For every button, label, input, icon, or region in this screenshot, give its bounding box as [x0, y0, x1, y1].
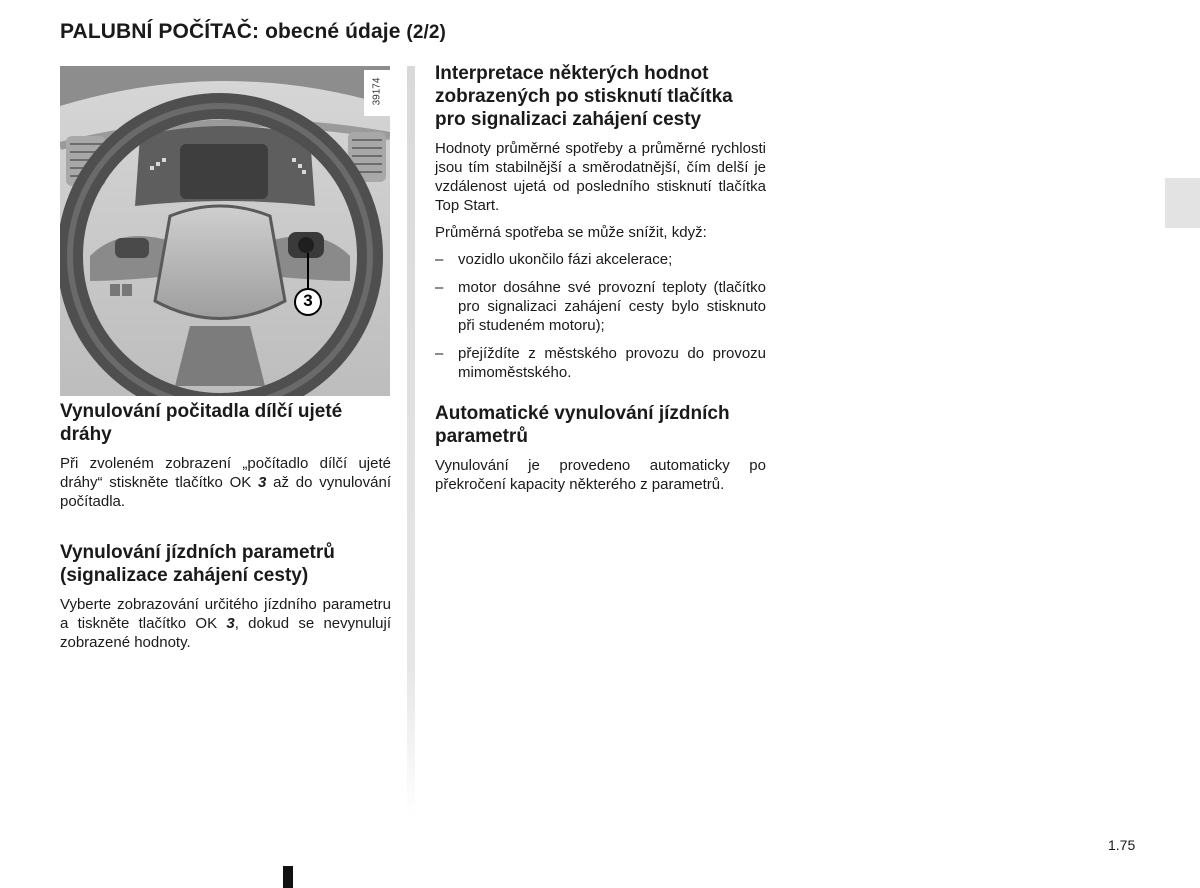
- body-text: Vyberte zobrazování určitého jízdního parametru a tiskněte tlačítko OK: [60, 596, 391, 632]
- figure-code: [364, 70, 390, 116]
- interpretation-paragraph-1: Hodnoty průměrné spotřeby a průměrné rychlosti jsou tím stabilnější a směrodatnější, čím delší je vzdálenost ujetá od posledního stisknutí tlačítka Top Start.: [435, 140, 766, 214]
- list-item-text: přejíždíte z městského provozu do provozu mimoměstského.: [458, 345, 766, 381]
- list-item-text: motor dosáhne své provozní teploty (tlačítko pro signalizaci zahájení cesty bylo stisknuto při studeném motoru);: [458, 279, 766, 334]
- body-text: až do vynulování počítadla.: [60, 474, 391, 510]
- page-number: 1.75: [1108, 837, 1136, 853]
- callout-label: 3: [303, 291, 313, 310]
- print-mark: [283, 866, 293, 888]
- list-item: [435, 278, 766, 335]
- auto-reset-paragraph: Vynulování je provedeno automaticky po překročení kapacity některého z parametrů.: [435, 457, 766, 493]
- right-column: [435, 62, 766, 494]
- page-title-suffix: (2/2): [406, 22, 446, 43]
- page-title-text: PALUBNÍ POČÍTAČ: obecné údaje: [60, 20, 401, 43]
- dash-bullet: –: [435, 345, 444, 362]
- section-body-reset-params: [60, 595, 391, 652]
- left-column: [60, 400, 391, 652]
- section-body-reset-trip: [60, 454, 391, 511]
- column-divider: [407, 66, 415, 816]
- body-text: Při zvoleném zobrazení „počítadlo dílčí ujeté dráhy“ stiskněte tlačítko OK: [60, 455, 391, 491]
- figure-code-text: 39174: [371, 77, 383, 106]
- list-item-text: vozidlo ukončilo fázi akcelerace;: [458, 251, 673, 268]
- interpretation-paragraph-2: Průměrná spotřeba se může snížit, když:: [435, 224, 707, 241]
- section-heading-reset-trip: Vynulování počitadla dílčí ujeté dráhy: [60, 401, 343, 445]
- steering-wheel-illustration: [60, 66, 390, 396]
- section-heading-auto-reset: Automatické vynulování jízdních parametrů: [435, 403, 730, 447]
- list-item: [435, 250, 766, 269]
- section-heading-interpretation: Interpretace některých hodnot zobrazených po stisknutí tlačítka pro signalizaci zahájení cesty: [435, 63, 733, 130]
- body-text: , dokud se nevynulují zobrazené hodnoty.: [60, 615, 391, 651]
- steering-wheel-figure: [60, 66, 390, 396]
- conditions-list: [435, 250, 766, 382]
- page-title: [60, 20, 446, 44]
- button-reference: 3: [258, 474, 267, 491]
- section-heading-reset-params: Vynulování jízdních parametrů (signalizace zahájení cesty): [60, 542, 335, 586]
- chapter-tab: [1165, 178, 1200, 228]
- dash-bullet: –: [435, 279, 444, 296]
- list-item: [435, 344, 766, 382]
- button-reference: 3: [226, 615, 235, 632]
- dash-bullet: –: [435, 251, 444, 268]
